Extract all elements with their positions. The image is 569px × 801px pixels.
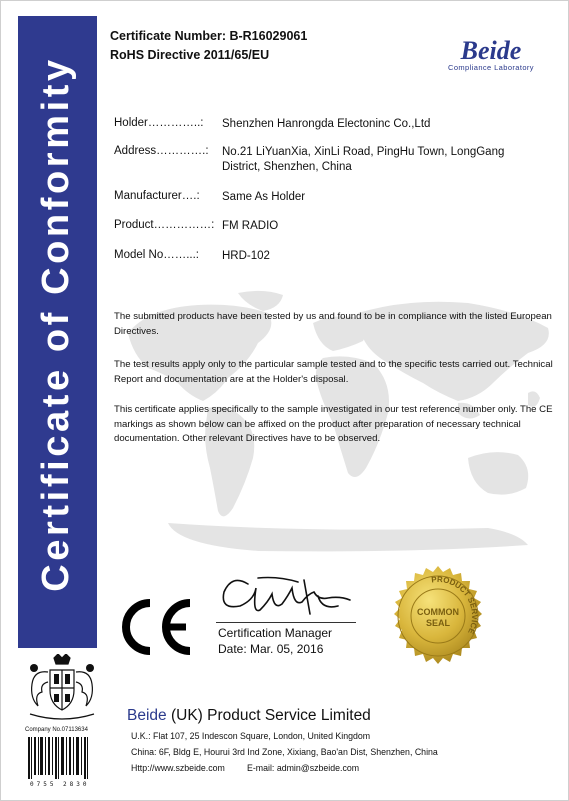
manager-signature	[218, 570, 358, 626]
certificate-number: Certificate Number: B-R16029061	[110, 29, 308, 43]
ce-mark	[118, 597, 196, 657]
barcode-icon	[26, 737, 90, 781]
holder-value: Shenzhen Hanrongda Electoninc Co.,Ltd	[222, 118, 431, 130]
company-name	[127, 707, 371, 725]
barcode-number: 0755 2830	[30, 781, 90, 788]
company-number: Company No.07113634	[25, 727, 88, 733]
company-name-rest: (UK) Product Service Limited	[166, 707, 371, 724]
address-label: Address………….:	[114, 145, 209, 157]
company-brand: Beide	[127, 707, 167, 724]
common-seal	[387, 565, 489, 667]
email-link[interactable]: E-mail: admin@szbeide.com	[247, 763, 360, 773]
address-value: No.21 LiYuanXia, XinLi Road, PingHu Town, LongGang District, Shenzhen, China	[222, 146, 505, 173]
website-link[interactable]: Http://www.szbeide.com	[131, 763, 225, 773]
product-label: Product……………:	[114, 219, 215, 231]
beide-logo	[436, 38, 546, 72]
holder-label: Holder…………..:	[114, 117, 204, 129]
test-results-paragraph: The test results apply only to the particular sample tested and to the specific tests carried out. Technical Report and documentation are at the Holder's disposal.	[114, 359, 553, 385]
signature-line	[216, 622, 356, 623]
sidebar-title: Certificate of Conformity	[35, 56, 77, 592]
signature-date: Date: Mar. 05, 2016	[218, 642, 324, 656]
manufacturer-label: Manufacturer….:	[114, 190, 200, 202]
manufacturer-value: Same As Holder	[222, 191, 306, 203]
compliance-paragraph: The submitted products have been tested by us and found to be in compliance with the listed European Directives.	[114, 311, 552, 337]
model-label: Model No……...:	[114, 249, 199, 261]
seal-ring-text: PRODUCT SERVICE	[430, 574, 480, 636]
directive-title: RoHS Directive 2011/65/EU	[110, 48, 270, 62]
product-value: FM RADIO	[222, 220, 279, 232]
seal-line2: SEAL	[425, 618, 451, 628]
ce-marking-paragraph: This certificate applies specifically to the sample investigated in our test reference number only. The CE markings as shown below can be affixed on the product after preparation of necessary technical documentation. Other relevant Directives have to be observed.	[114, 404, 553, 444]
signer-role: Certification Manager	[218, 626, 333, 640]
uk-address: U.K.: Flat 107, 25 Indescon Square, London, United Kingdom	[131, 731, 371, 741]
royal-crest-icon	[24, 654, 100, 726]
model-value: HRD-102	[222, 250, 270, 262]
logo-brand: Beide	[460, 36, 522, 65]
china-address: China: 6F, Bldg E, Hourui 3rd Ind Zone, Xixiang, Bao'an Dist, Shenzhen, China	[131, 747, 438, 757]
seal-line1: COMMON	[417, 607, 459, 617]
logo-subtitle: Compliance Laboratory	[448, 63, 534, 72]
